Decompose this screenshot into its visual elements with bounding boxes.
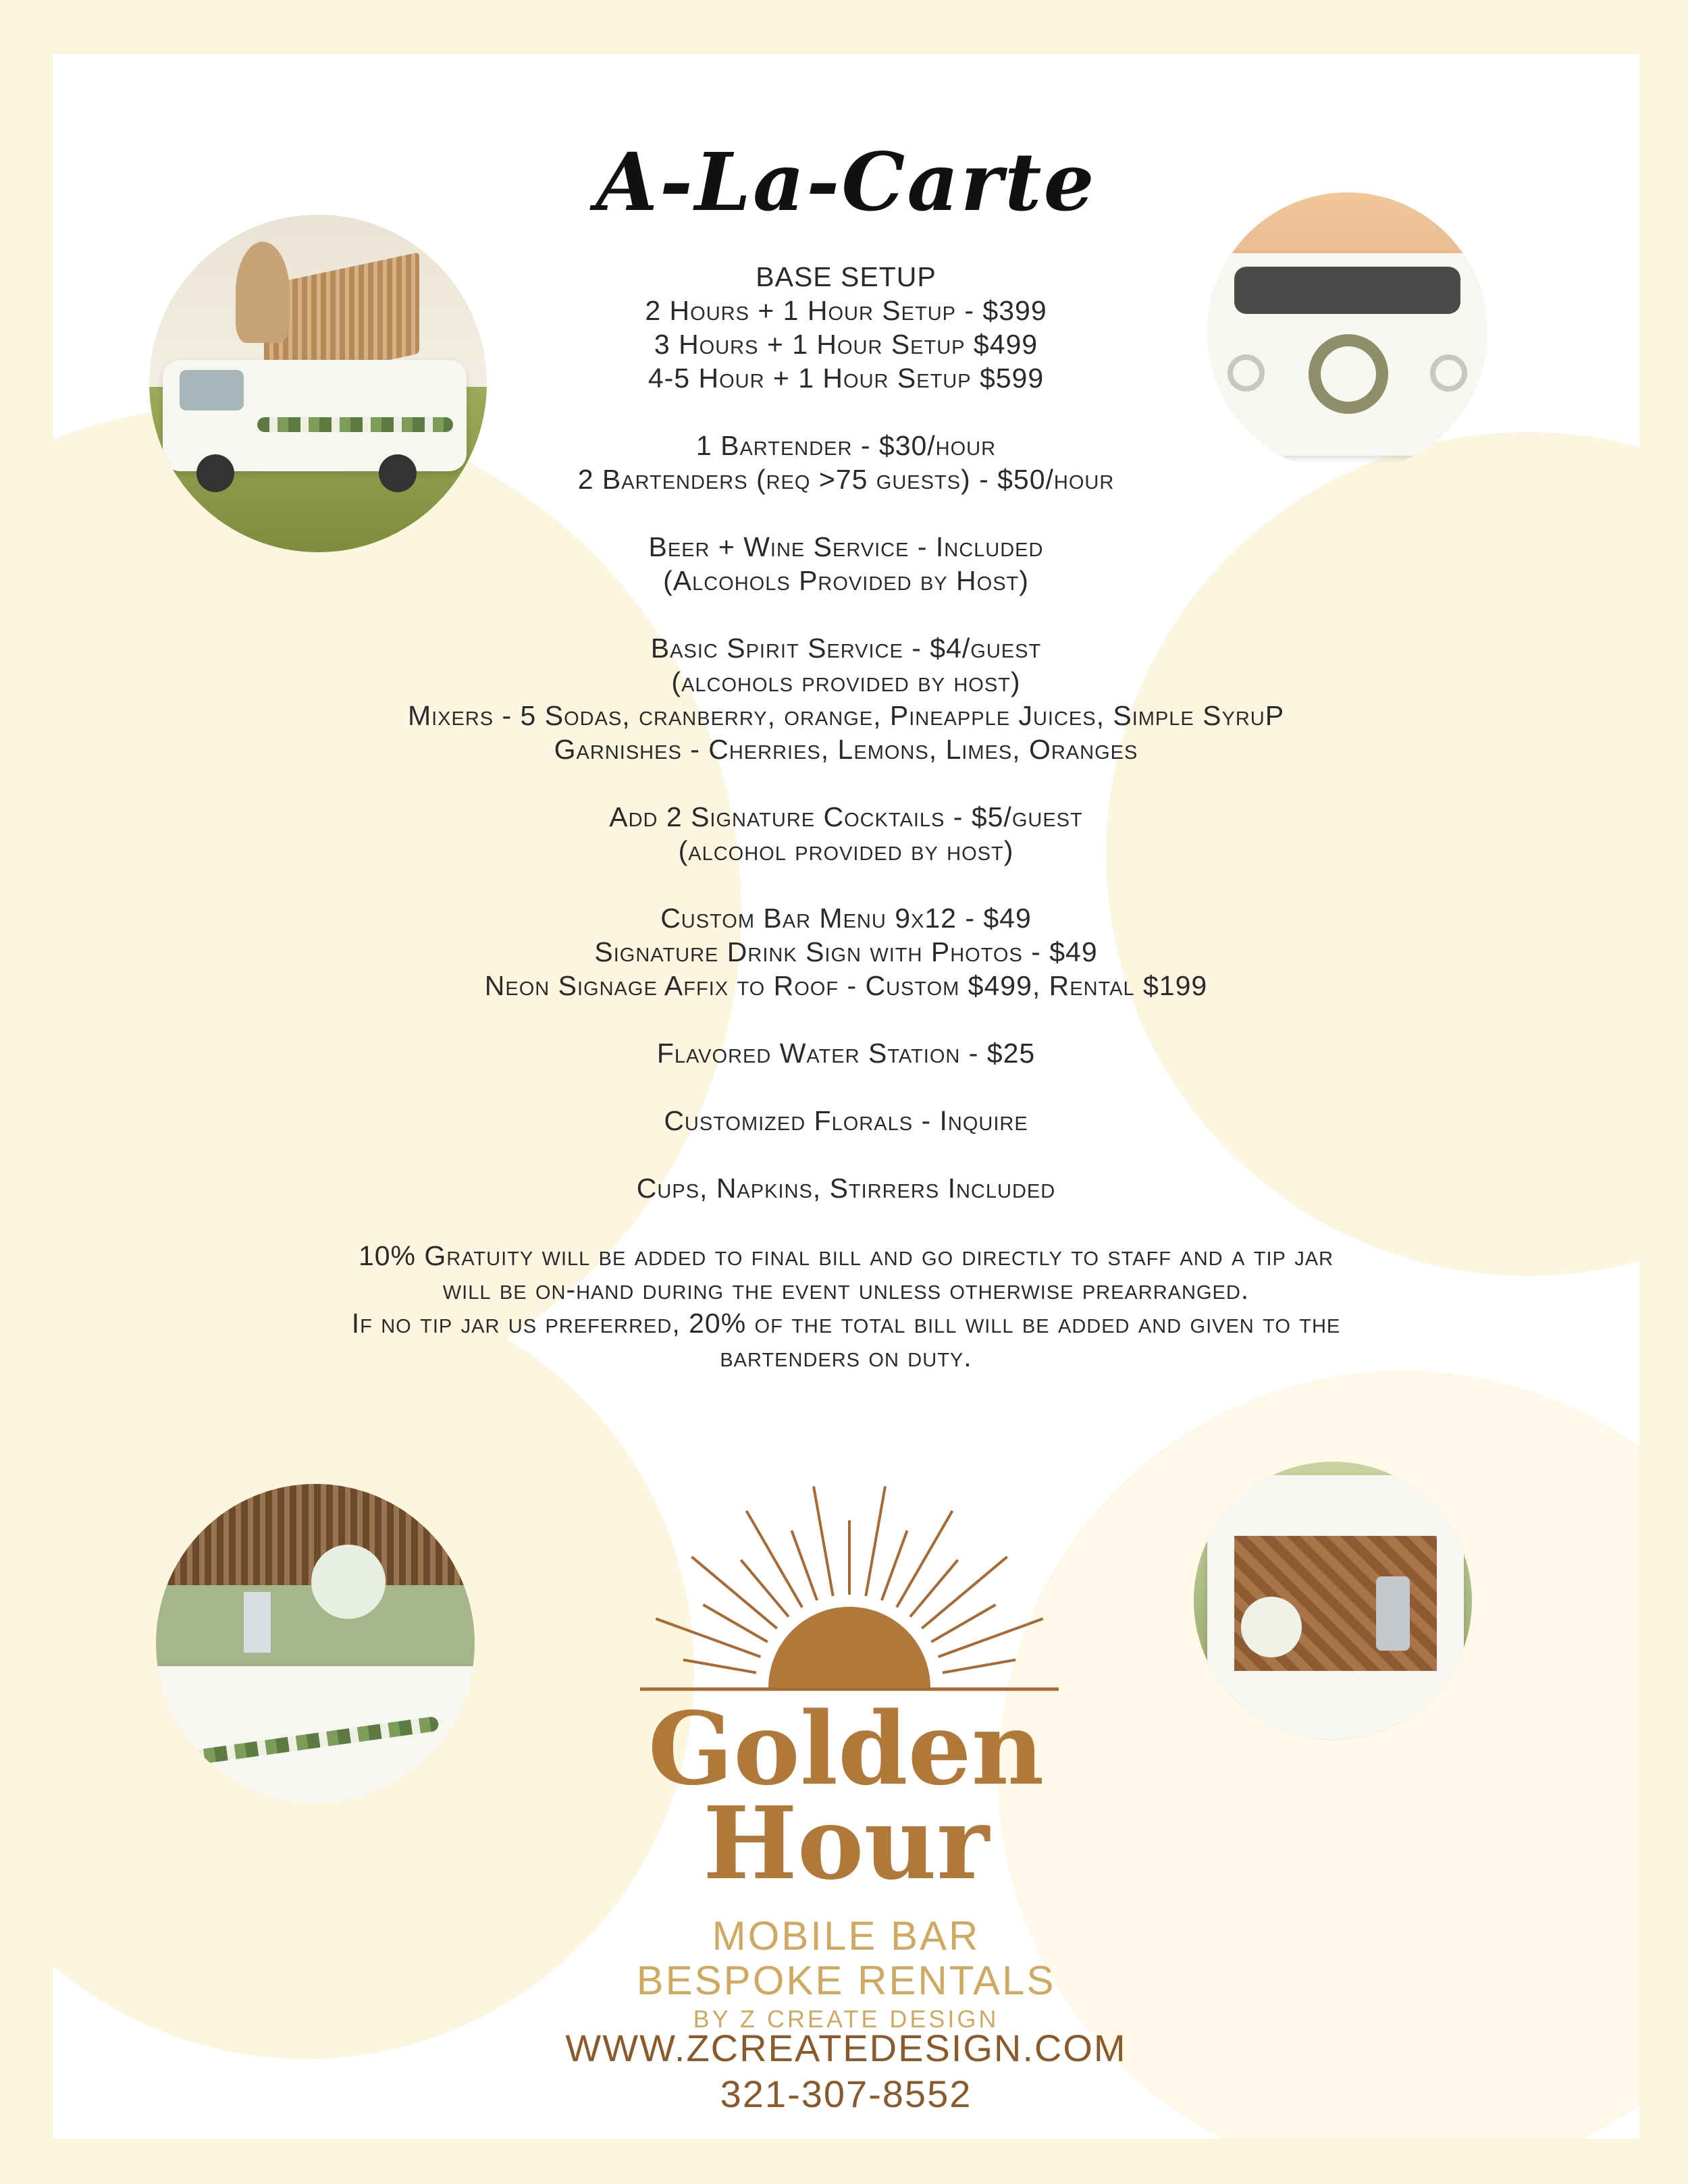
menu-line: Cups, Napkins, Stirrers Included — [636, 1173, 1056, 1204]
sun-ray — [943, 1660, 1016, 1673]
menu-line: 4-5 Hour + 1 Hour Setup $599 — [648, 363, 1045, 394]
sun-ray — [691, 1557, 776, 1628]
menu-line: Custom Bar Menu 9x12 - $49 — [660, 903, 1032, 934]
phone-number[interactable]: 321-307-8552 — [720, 2073, 972, 2115]
van-bar-photo — [149, 215, 487, 552]
sun-ray — [882, 1530, 907, 1600]
menu-line: 2 Hours + 1 Hour Setup - $399 — [645, 295, 1047, 326]
menu-line: 10% Gratuity will be added to final bill and go directly to staff and a tip jar — [358, 1240, 1334, 1271]
menu-spacer — [53, 1205, 1639, 1239]
menu-line: Mixers - 5 Sodas, cranberry, orange, Pineapple Juices, Simple SyruP — [407, 700, 1285, 731]
menu-spacer — [53, 597, 1639, 631]
van-wreath-photo — [1207, 192, 1487, 473]
logo-by-line: BY Z CREATE DESIGN — [693, 2005, 999, 2033]
sun-ray — [910, 1560, 958, 1616]
sun-ray — [897, 1511, 953, 1607]
menu-line: Add 2 Signature Cocktails - $5/guest — [609, 801, 1083, 832]
menu-spacer — [53, 1003, 1639, 1036]
sun-ray — [741, 1560, 789, 1616]
menu-line: Customized Florals - Inquire — [664, 1105, 1028, 1136]
menu-line: bartenders on duty. — [720, 1341, 972, 1373]
sun-ray — [703, 1605, 767, 1642]
sun-ray — [866, 1487, 885, 1596]
sun-ray — [814, 1487, 833, 1596]
menu-line: will be on-hand during the event unless otherwise prearranged. — [442, 1274, 1250, 1305]
sun-ray — [747, 1511, 803, 1607]
sun-ray — [939, 1619, 1043, 1657]
menu-line: (Alcohols Provided by Host) — [663, 565, 1029, 596]
sun-ray — [931, 1605, 995, 1642]
menu-spacer — [53, 868, 1639, 901]
brand-logo — [53, 1690, 1639, 2035]
logo-hour: Hour — [702, 1784, 990, 1902]
sunburst-logo-icon — [640, 1472, 1059, 1708]
sun-ray — [791, 1530, 817, 1600]
menu-line: Basic Spirit Service - $4/guest — [650, 633, 1042, 664]
menu-line: BASE SETUP — [756, 261, 937, 292]
sun-ray — [656, 1619, 760, 1657]
menu-spacer — [53, 766, 1639, 800]
menu-line: (alcohol provided by host) — [678, 835, 1014, 866]
menu-line: Neon Signage Affix to Roof - Custom $499, Rental $199 — [484, 970, 1208, 1001]
sun-ray — [683, 1660, 756, 1673]
website-link[interactable]: WWW.ZCREATEDESIGN.COM — [565, 2027, 1127, 2069]
page-title: A-La-Carte — [596, 135, 1097, 229]
logo-golden: Golden — [648, 1690, 1045, 1807]
flyer-page — [53, 54, 1639, 2139]
menu-line: (alcohols provided by host) — [671, 666, 1021, 697]
menu-line: 2 Bartenders (req >75 guests) - $50/hour — [577, 464, 1115, 495]
menu-line: Beer + Wine Service - Included — [648, 531, 1044, 562]
menu-line: If no tip jar us preferred, 20% of the total bill will be added and given to the — [351, 1308, 1341, 1339]
contact-block — [53, 2025, 1639, 2117]
menu-line: Signature Drink Sign with Photos - $49 — [594, 936, 1098, 967]
menu-line: Flavored Water Station - $25 — [656, 1038, 1036, 1069]
menu-spacer — [53, 1138, 1639, 1171]
sun-ray — [922, 1557, 1007, 1628]
menu-line: 1 Bartender - $30/hour — [695, 430, 997, 461]
logo-mobile-bar: MOBILE BAR — [712, 1913, 980, 1959]
logo-bespoke-rentals: BESPOKE RENTALS — [636, 1958, 1056, 2003]
menu-line: Garnishes - Cherries, Lemons, Limes, Oranges — [554, 734, 1138, 765]
menu-spacer — [53, 1070, 1639, 1104]
menu-line: 3 Hours + 1 Hour Setup $499 — [654, 329, 1038, 360]
